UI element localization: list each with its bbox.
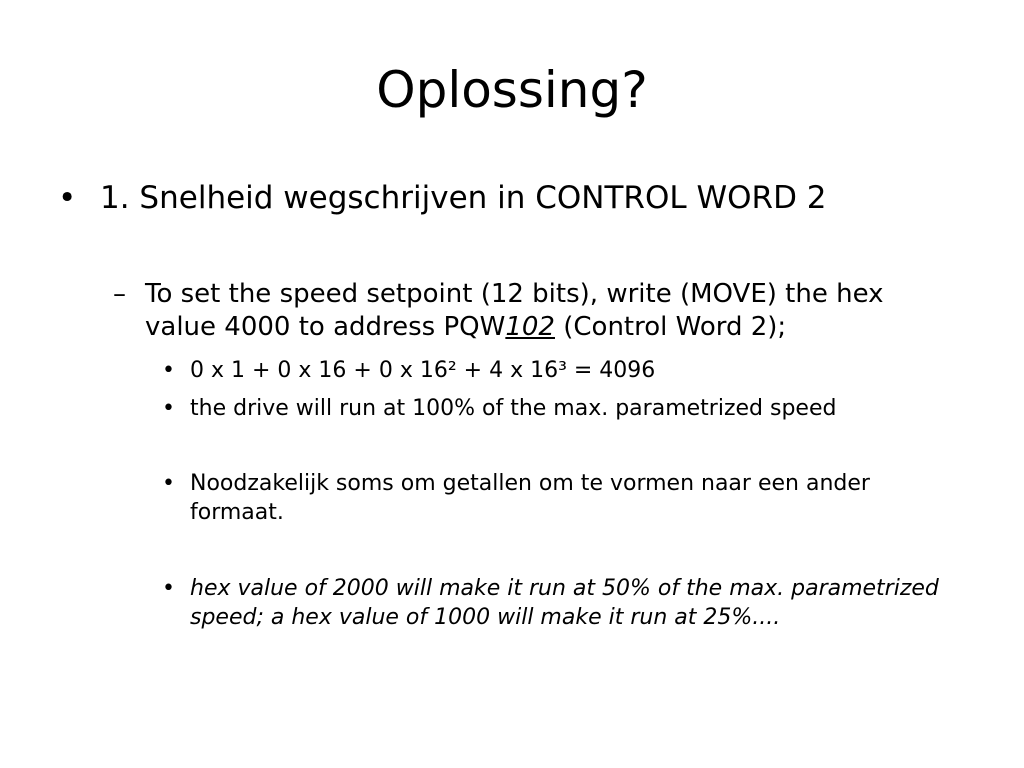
- bullet-icon: •: [162, 576, 175, 601]
- bullet-level3-text: hex value of 2000 will make it run at 50% of the max. parametrized speed; a hex value of 1000 will make it run at 25%....: [190, 576, 939, 630]
- level2-text-part1: To set the speed setpoint (12 bits), write (MOVE) the hex value 4000 to address PQW: [145, 279, 884, 342]
- slide-title: Oplossing?: [376, 61, 648, 119]
- bullet-level3-text: the drive will run at 100% of the max. parametrized speed: [190, 396, 837, 421]
- bullet-icon: •: [162, 471, 175, 496]
- bullet-level3-text: Noodzakelijk soms om getallen om te vormen naar een ander formaat.: [190, 471, 870, 525]
- bullet-icon: •: [162, 358, 175, 383]
- address-number: 102: [505, 312, 555, 342]
- level2-text-part3: (Control Word 2);: [554, 312, 787, 342]
- bullet-icon: •: [58, 180, 77, 216]
- bullet-level3-text: 0 x 1 + 0 x 16 + 0 x 16² + 4 x 16³ = 4096: [190, 358, 656, 383]
- bullet-icon: •: [162, 396, 175, 421]
- bullet-level1-text: 1. Snelheid wegschrijven in CONTROL WORD 2: [100, 180, 827, 216]
- dash-icon: –: [113, 279, 126, 309]
- bullet-level2-text: [145, 278, 945, 344]
